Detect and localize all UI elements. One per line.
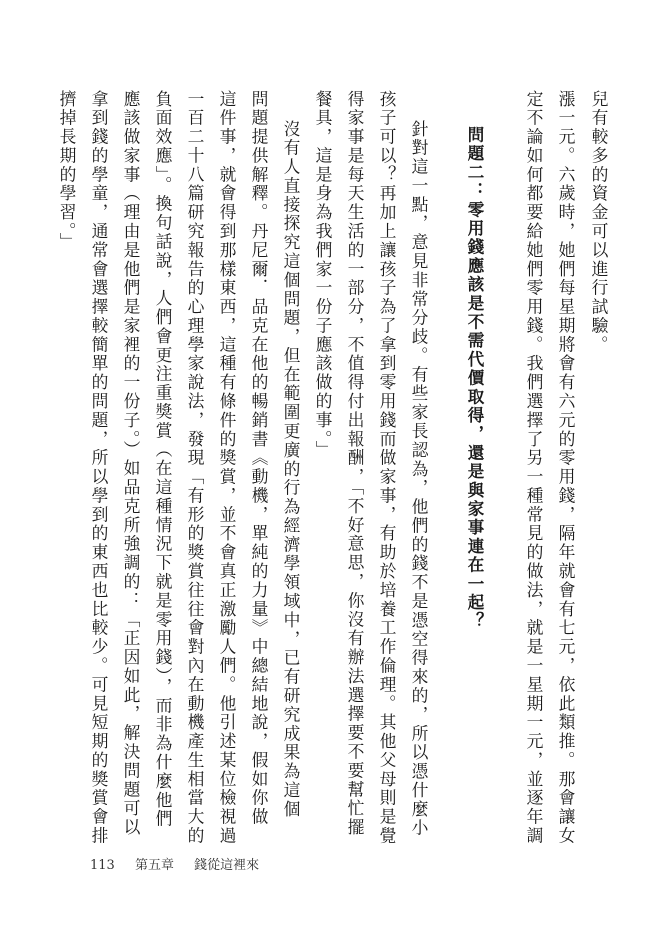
text-column-16: 擠掉長期的學習。」 — [57, 90, 77, 252]
text-column-9: 沒有人直接探究這個問題，但在範圍更廣的行為經濟學領域中，已有研究成果為這個 — [281, 120, 301, 819]
text-column-13: 負面效應」。換句話說，人們會更注重獎賞（在這種情況下就是零用錢），而非為什麼他們 — [153, 90, 173, 829]
text-column-3: 定不論如何都要給她們零用錢。我們選擇了另一種常見的做法，就是一星期一元，並逐年調 — [524, 90, 544, 846]
text-column-2: 漲一元。六歲時，她們每星期將會有六元的零用錢，隔年就會有七元，依此類推。那會讓女 — [556, 90, 576, 846]
text-column-5: 針對這一點，意見非常分歧。有些家長認為，他們的錢不是憑空得來的，所以憑什麼小 — [409, 120, 429, 838]
text-column-1: 兒有較多的資金可以進行試驗。 — [589, 90, 609, 355]
page-footer — [90, 854, 275, 873]
text-column-10: 問題提供解釋。丹尼爾．品克在他的暢銷書《動機，單純的力量》中總結地說，假如你做 — [249, 90, 269, 827]
text-column-7: 得家事是每天生活的一部分，不值得付出報酬，「不好意思，你沒有辦法選擇要不要幫忙擺 — [345, 90, 365, 838]
page-number: 113 — [90, 858, 115, 873]
text-column-11: 這件事，就會得到那樣東西，這種有條件的獎賞，並不會真正激勵人們。他引述某位檢視過 — [217, 90, 237, 846]
chapter-title: 錢從這裡來 — [194, 858, 260, 873]
text-column-14: 應該做家事（理由是他們是家裡的一份子。）如品克所強調的：「正因如此，解決問題可以 — [121, 90, 141, 838]
chapter-label: 第五章 — [134, 858, 174, 873]
text-column-6: 孩子可以？再加上讓孩子為了拿到零用錢而做家事，有助於培養工作倫理。其他父母則是覺 — [377, 90, 397, 846]
text-column-12: 一百二十八篇研究報告的心理學家說法，發現「有形的獎賞往往會對內在動機產生相當大的 — [185, 90, 205, 846]
text-column-15: 拿到錢的學童，通常會選擇較簡單的問題，所以學到的東西也比較少。可見短期的獎賞會排 — [89, 90, 109, 846]
section-heading: 問題二：零用錢應該是不需代價取得，還是與家事連在一起？ — [465, 126, 484, 631]
text-column-8: 餐具，這是身為我們家一份子應該做的事。」 — [313, 90, 333, 460]
